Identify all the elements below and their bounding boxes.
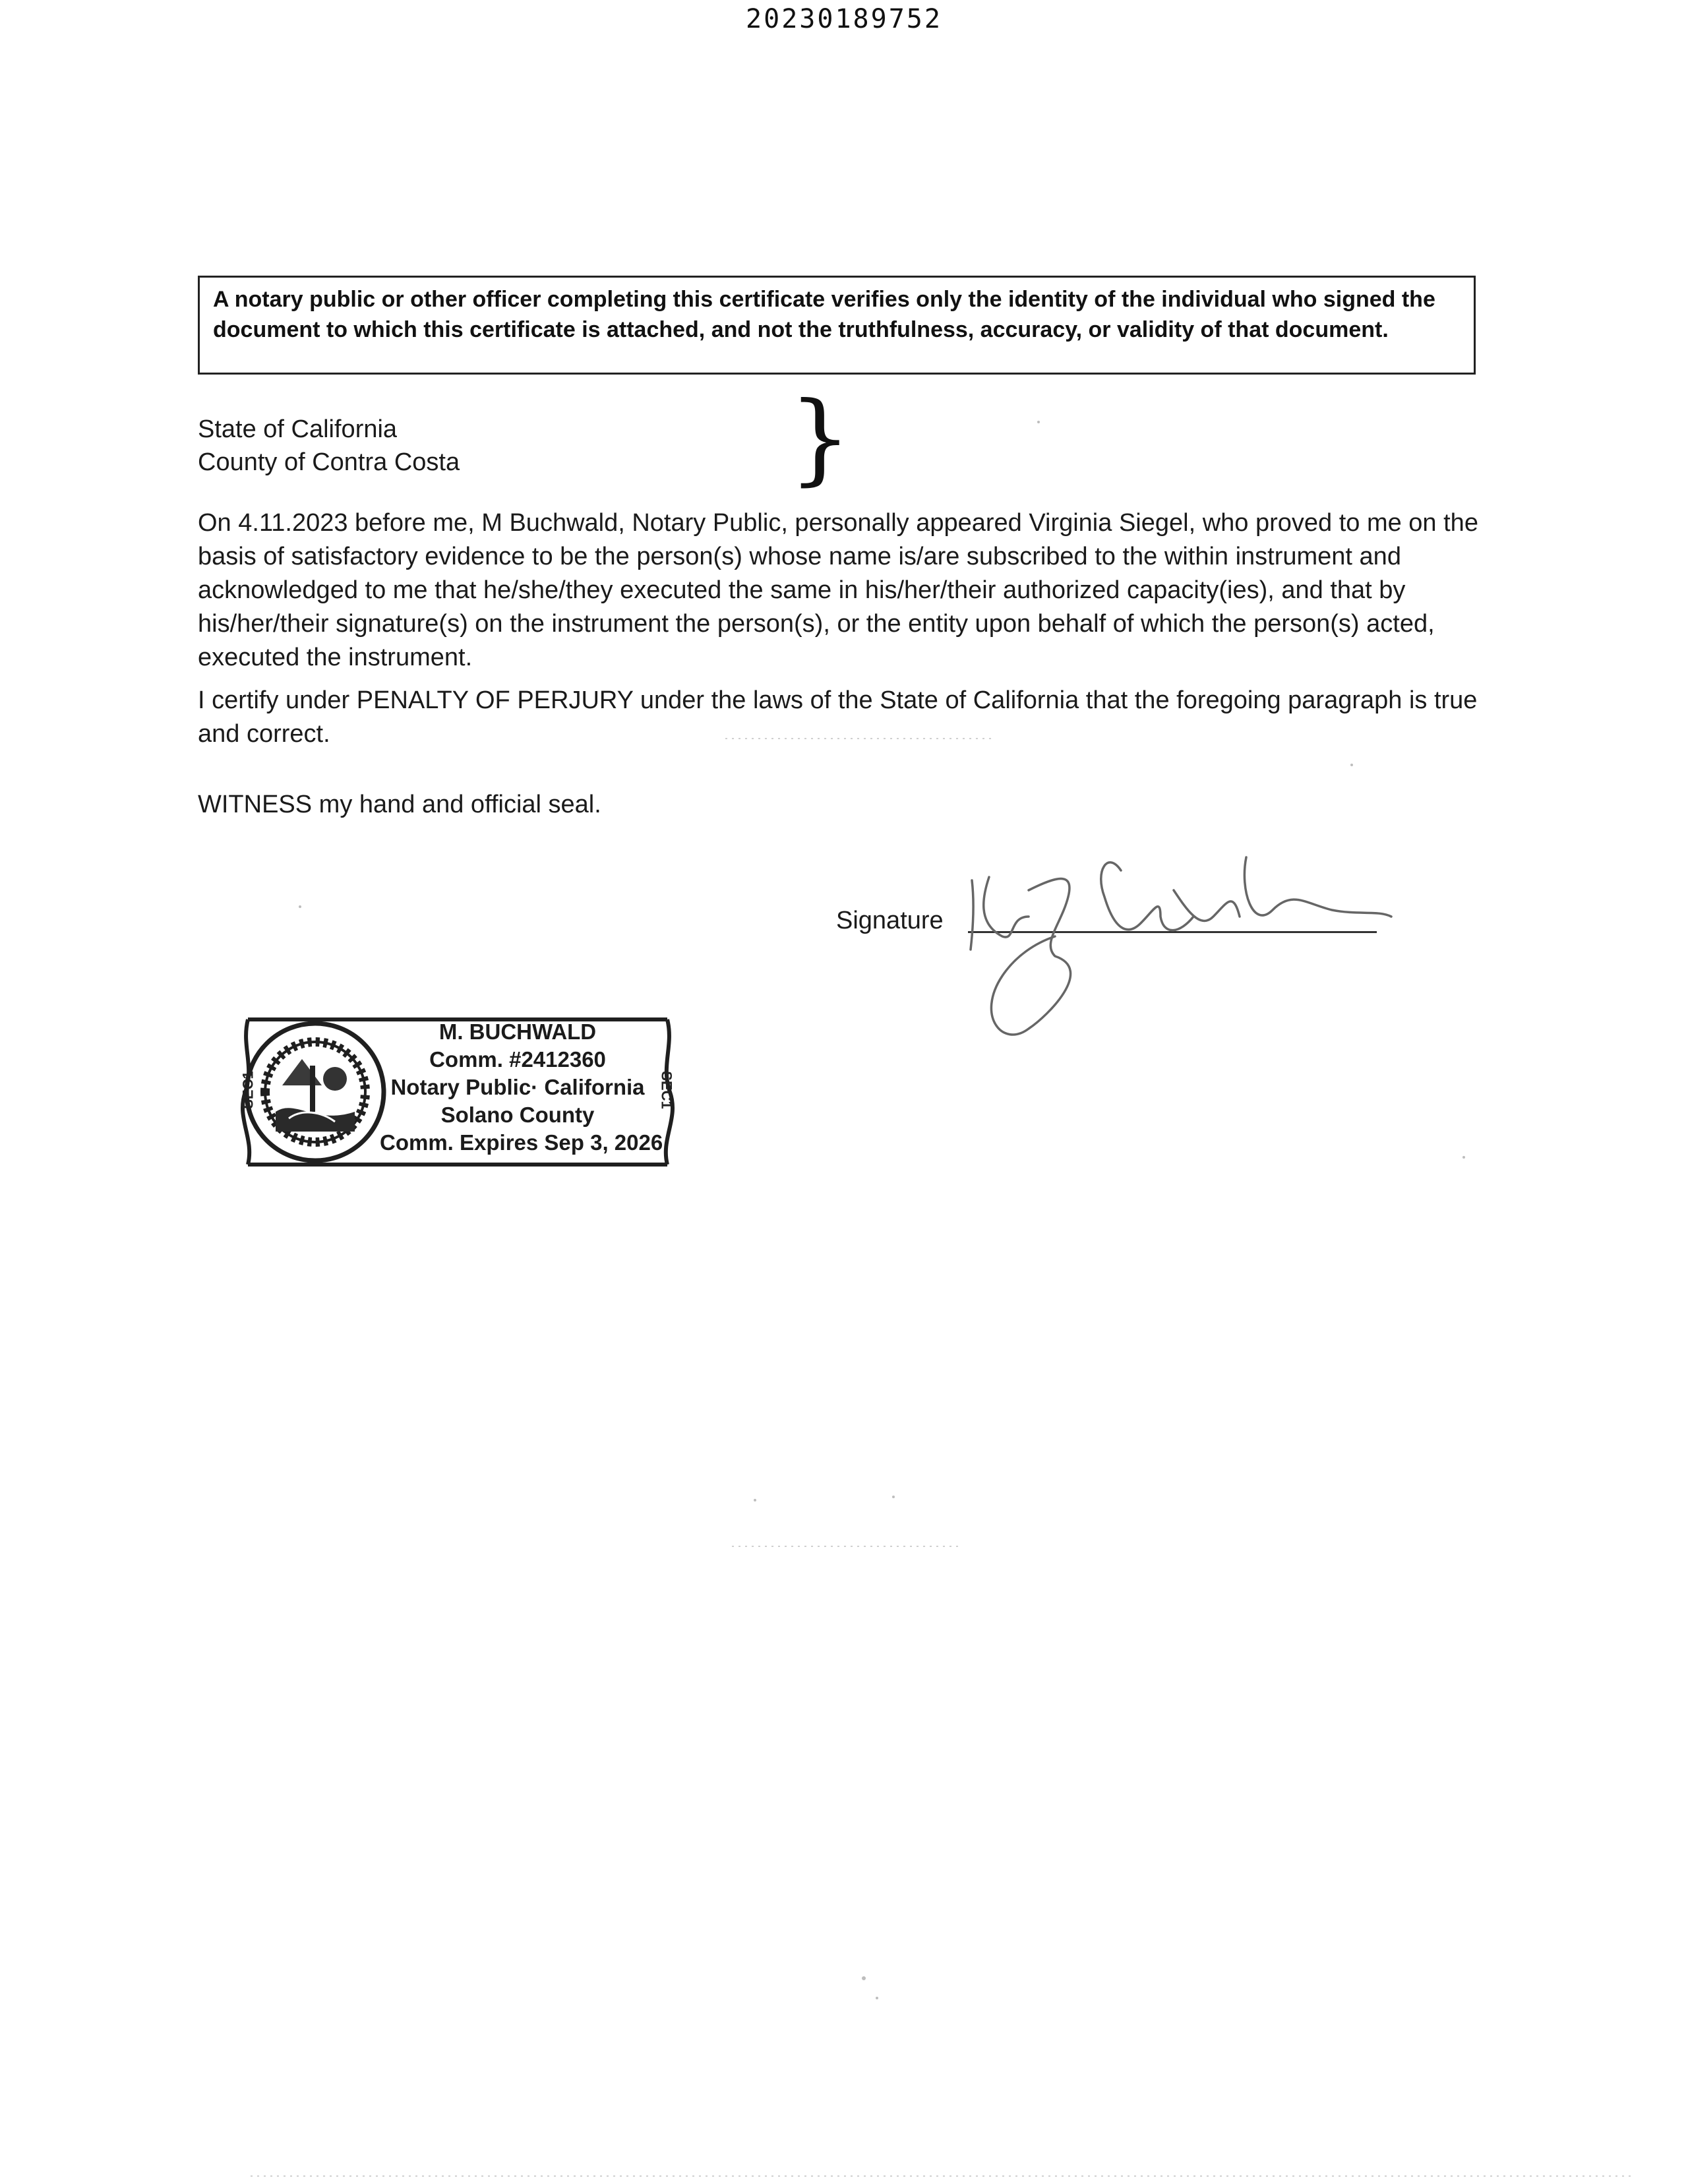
signature-label: Signature (836, 907, 944, 934)
acknowledgment-paragraph: On 4.11.2023 before me, M Buchwald, Notary Public, personally appeared Virginia Siegel, who proved to me on the basis of satisfactory evidence to be the person(s) whose name is/are subscribed to the within instrument and acknowledged to me that he/she/they executed the same in his/her/their authorized capacity(ies), and that by his/her/their signature(s) on the instrument the person(s), or the entity upon behalf of which the person(s) acted, executed the instrument. (198, 509, 1478, 671)
state-seal-icon (247, 1023, 384, 1161)
notary-notice-box: A notary public or other officer completing this certificate verifies only the identity of the individual who signed the document to which this certificate is attached, and not the truthfulness, accuracy, or validity of that document. (198, 276, 1476, 375)
stamp-notary-name: M. BUCHWALD (438, 1019, 597, 1044)
document-number: 20230189752 (746, 4, 942, 34)
stamp-notary-title: Notary Public· California (390, 1075, 645, 1099)
stamp-side-left: SEC1 (239, 1071, 256, 1109)
stamp-text (380, 1018, 663, 1157)
stamp-county: Solano County (440, 1103, 595, 1127)
perjury-statement: I certify under PENALTY OF PERJURY under the laws of the State of California that the foregoing paragraph is true and correct. (198, 686, 1478, 748)
stamp-commission-number: Comm. #2412360 (429, 1047, 606, 1072)
venue-state: State of California (198, 415, 398, 443)
handwritten-signature (963, 818, 1398, 1042)
venue-block (198, 413, 460, 479)
stamp-side-right: SEC1 (658, 1071, 675, 1109)
witness-statement: WITNESS my hand and official seal. (198, 791, 601, 818)
stamp-expiration: Comm. Expires Sep 3, 2026 (380, 1130, 663, 1155)
notary-seal-stamp (236, 1013, 679, 1171)
venue-brace: } (789, 381, 852, 496)
venue-county: County of Contra Costa (198, 448, 460, 476)
